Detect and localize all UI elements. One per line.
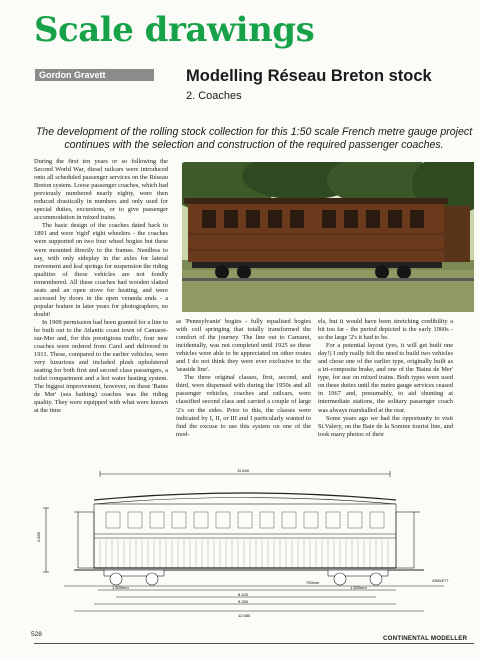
dimension-length-3: 12.580 xyxy=(238,613,251,618)
article-subhead: 2. Coaches xyxy=(186,90,242,102)
paragraph: In 1909 permission had been granted for a line to be built out to the Atlantic coast town of Camaret-sur-Mer and, for this prestigious traffic, four new coaches were ordered from Carel and delivered in 1911. These, compared to the earlier vehicles, were very luxurious and included plush upholstered seating for both first and second class passengers, a toilet compartment and a hot water heating system. The biggest improvement, however, on these 'Bains de Mer' (sea bathing) coaches was the riding quality. They were equipped with what were known at the time xyxy=(34,318,168,415)
dimension-mid-left: 1.500mm xyxy=(112,585,129,590)
paragraph: els, but it would have been stretching credibility a bit too far - the period depicted is the early 1960s - so the large '2's it had to be. xyxy=(318,318,453,342)
page-number: 528 xyxy=(31,631,42,638)
article-headline: Modelling Réseau Breton stock xyxy=(186,67,432,85)
dimension-bogie: 700mm xyxy=(306,580,320,585)
paragraph: Some years ago we had the opportunity to visit St.Valery, on the Baie de la Somme tourist line, and took many photos of their xyxy=(318,414,453,438)
paragraph: The three original classes, first, second, and third, were dispensed with during the 1950s and all passenger vehicles, coaches and railcars, were classified second class and carried a couple of large '2's on the sides. Prior to this, the classes were indicated by I, II, or III and I particularly wanted to find the excuse to use this system on one of the mod- xyxy=(176,374,311,438)
footer-rule xyxy=(34,643,474,644)
standfirst: The development of the rolling stock collection for this 1:50 scale French metre gauge project continues with the selection and construction of the required passenger coaches. xyxy=(35,126,473,151)
drawing-signature: GRAVETT xyxy=(432,579,449,583)
coach-photograph xyxy=(182,162,474,312)
paragraph: as 'Pennsylvanie' bogies - fully equalised bogies with coil springing that totally transformed the comfort of the journey. The line out to Camaret, incidentally, was not completed until 1925 so these vehicles were able to be appreciated on other routes and I do not think they were ever exclusive to the 'seaside line'. xyxy=(176,318,311,374)
dimension-length-2: 9.330 xyxy=(238,599,249,604)
body-column-3 xyxy=(318,318,453,439)
magazine-name: CONTINENTAL MODELLER xyxy=(383,635,468,642)
paragraph: The basic design of the coaches dated back to 1891 and were 'rigid' eight wheelers - the coaches were supported on two four wheel bogies but these were mounted directly to the frames. Needless to say, with only sideplay in the axles for lateral movement and leaf springs for suspension the riding qualities of these vehicles are not fondly remembered. All these coaches had wooden slatted seats and an open stove for heating, and were accessed by doors in the open veranda ends - a popular feature in later years for photographers, no doubt! xyxy=(34,222,169,318)
body-column-2 xyxy=(176,318,311,439)
dimension-top: 11.640 xyxy=(237,468,249,473)
author-byline: Gordon Gravett xyxy=(35,69,154,81)
paragraph: For a potential layout (yes, it will get built one day!) I only really felt the need to build two vehicles and chose one of the earlier type, originally built as a tri-composite brake, and one of the 'Bains de Mer' type, for use on mixed trains. Both types were used on these duties until the metre gauge services ceased in 1967 and, presumably, to aid shunting at intermediate stations, the solitary passenger coach was always marshalled at the rear. xyxy=(318,342,453,414)
section-title: Scale drawings xyxy=(34,10,315,50)
dimension-mid-right: 1.500mm xyxy=(350,585,367,590)
dimension-width: 2.835 xyxy=(36,531,41,542)
coach-side-elevation-drawing xyxy=(34,464,474,624)
dimension-length-1: 8.100 xyxy=(238,592,249,597)
paragraph: During the first ten years or so following the Second World War, diesel railcars were introduced onto all scheduled passenger services on the Réseau Breton system. Loose passenger coaches, which had previously numbered nearly eighty, were then reduced drastically in numbers and only used for special duties, excursions, or to give passenger accommodation in mixed trains. xyxy=(34,158,168,222)
body-column-1 xyxy=(34,158,168,416)
